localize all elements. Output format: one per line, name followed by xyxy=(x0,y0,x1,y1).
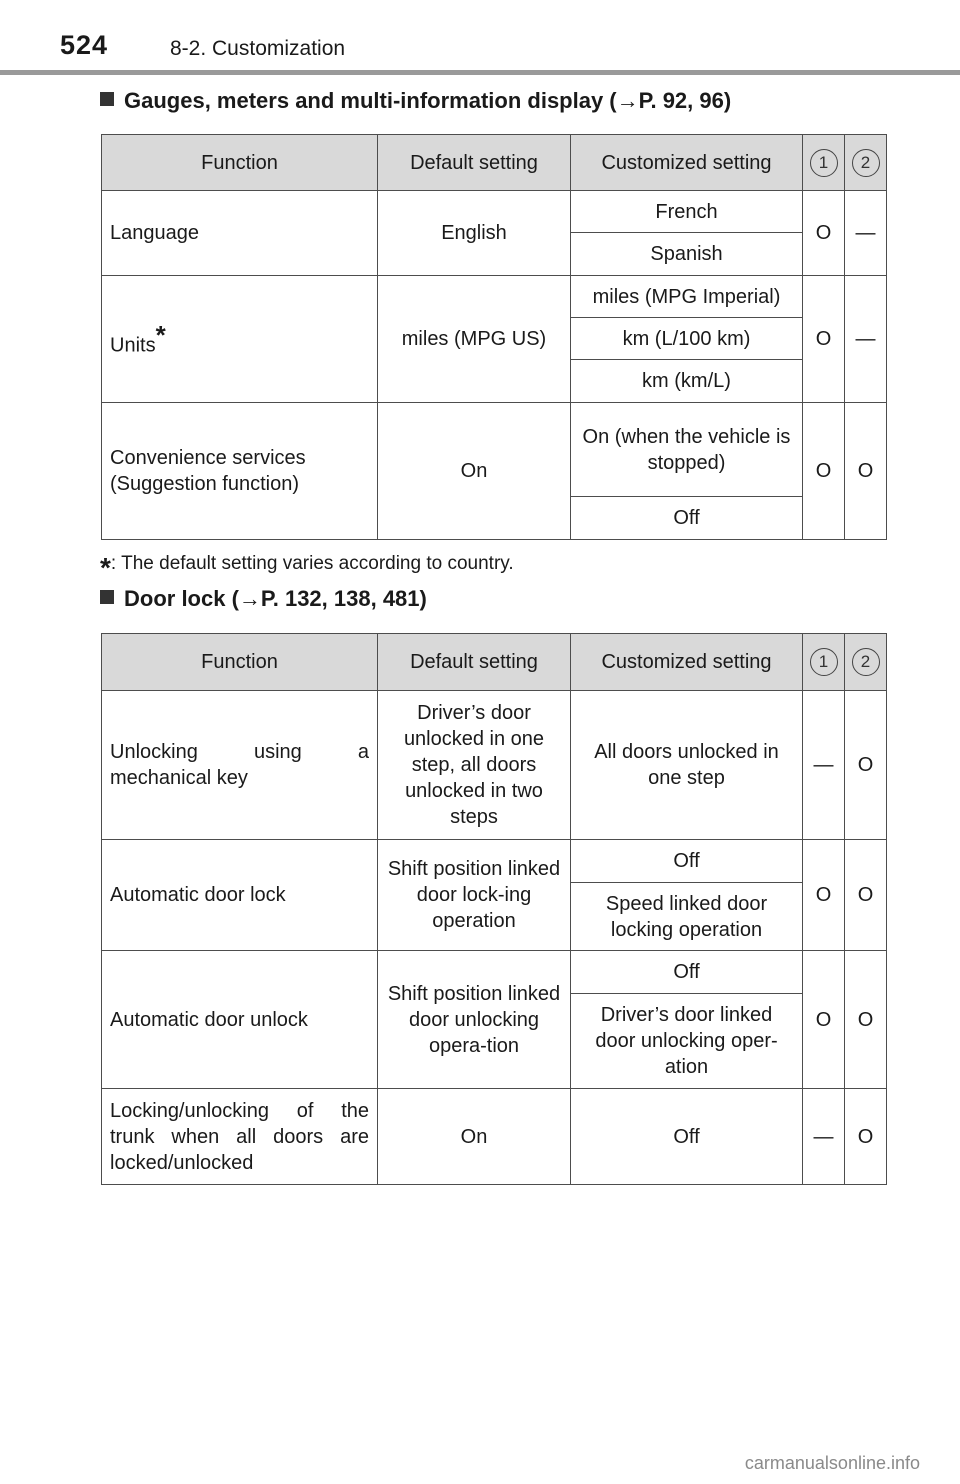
mark-cell-2: O xyxy=(845,951,887,1089)
header-rule xyxy=(0,70,960,75)
option-cell: Off xyxy=(571,1089,803,1185)
footnote-marker: * xyxy=(155,320,166,351)
mark-cell-1: O xyxy=(803,191,845,276)
mark-cell-2: O xyxy=(845,840,887,951)
mark-cell-2: O xyxy=(845,1089,887,1185)
footnote-star: * xyxy=(100,552,111,583)
table-row xyxy=(102,840,887,883)
column-header-2 xyxy=(845,135,887,191)
option-cell: French xyxy=(571,191,803,233)
default-cell: Shift position linked door lock-ing operation xyxy=(378,840,571,951)
default-cell: On xyxy=(378,1089,571,1185)
option-cell: On (when the vehicle is stopped) xyxy=(571,403,803,497)
table-row xyxy=(102,951,887,994)
column-header: Function xyxy=(102,634,378,691)
section1-heading-text: Gauges, meters and multi-information display (→P. 92, 96) xyxy=(124,88,732,113)
mark-cell-1: — xyxy=(803,691,845,840)
column-header: Default setting xyxy=(378,135,571,191)
default-cell: Shift position linked door unlocking opera-tion xyxy=(378,951,571,1089)
function-cell: Automatic door lock xyxy=(102,840,378,951)
section2-heading-text: Door lock (→P. 132, 138, 481) xyxy=(124,586,427,611)
default-cell: Driver’s door unlocked in one step, all doors unlocked in two steps xyxy=(378,691,571,840)
column-header: Function xyxy=(102,135,378,191)
door-lock-table xyxy=(101,633,887,1185)
square-bullet-icon xyxy=(100,92,114,106)
option-cell: miles (MPG Imperial) xyxy=(571,276,803,318)
function-cell: Automatic door unlock xyxy=(102,951,378,1089)
option-cell: km (km/L) xyxy=(571,360,803,403)
function-text: Units xyxy=(110,334,156,357)
page-number: 524 xyxy=(60,30,109,60)
circle-2-icon: 2 xyxy=(852,149,880,177)
mark-cell-1: O xyxy=(803,403,845,540)
mark-cell-2: — xyxy=(845,191,887,276)
option-cell: Speed linked door locking operation xyxy=(571,883,803,951)
footnote-text: : The default setting varies according to country. xyxy=(110,553,514,574)
table-row xyxy=(102,1089,887,1185)
column-header: Default setting xyxy=(378,634,571,691)
mark-cell-2: O xyxy=(845,691,887,840)
option-cell: Off xyxy=(571,840,803,883)
default-cell: English xyxy=(378,191,571,276)
option-cell: Driver’s door linked door unlocking oper-ation xyxy=(571,994,803,1089)
column-header: Customized setting xyxy=(571,634,803,691)
mark-cell-1: O xyxy=(803,840,845,951)
circle-2-icon: 2 xyxy=(852,648,880,676)
default-cell: On xyxy=(378,403,571,540)
table-row xyxy=(102,276,887,318)
watermark: carmanualsonline.info xyxy=(744,1453,920,1473)
section2-heading xyxy=(100,586,427,612)
function-cell: Locking/unlocking of the trunk when all doors are locked/unlocked xyxy=(102,1089,378,1185)
mark-cell-1: — xyxy=(803,1089,845,1185)
table-row xyxy=(102,691,887,840)
column-header-2 xyxy=(845,634,887,691)
function-cell xyxy=(102,276,378,403)
option-cell: Spanish xyxy=(571,233,803,276)
column-header-1 xyxy=(803,135,845,191)
option-cell: All doors unlocked in one step xyxy=(571,691,803,840)
circle-1-icon: 1 xyxy=(810,149,838,177)
table-row xyxy=(102,191,887,233)
circle-1-icon: 1 xyxy=(810,648,838,676)
option-cell: Off xyxy=(571,951,803,994)
section-label: 8-2. Customization xyxy=(170,37,346,60)
column-header-1 xyxy=(803,634,845,691)
square-bullet-icon xyxy=(100,590,114,604)
default-cell: miles (MPG US) xyxy=(378,276,571,403)
mark-cell-2: — xyxy=(845,276,887,403)
option-cell: km (L/100 km) xyxy=(571,318,803,360)
function-cell: Language xyxy=(102,191,378,276)
mark-cell-2: O xyxy=(845,403,887,540)
column-header: Customized setting xyxy=(571,135,803,191)
mark-cell-1: O xyxy=(803,276,845,403)
table-header-row xyxy=(102,634,887,691)
function-cell: Convenience services (Suggestion function) xyxy=(102,403,378,540)
option-cell: Off xyxy=(571,497,803,540)
table-row xyxy=(102,403,887,497)
section1-heading xyxy=(100,88,731,114)
gauges-settings-table xyxy=(101,134,887,540)
mark-cell-1: O xyxy=(803,951,845,1089)
footnote xyxy=(100,552,514,584)
function-cell: Unlocking using a mechanical key xyxy=(102,691,378,840)
table-header-row xyxy=(102,135,887,191)
